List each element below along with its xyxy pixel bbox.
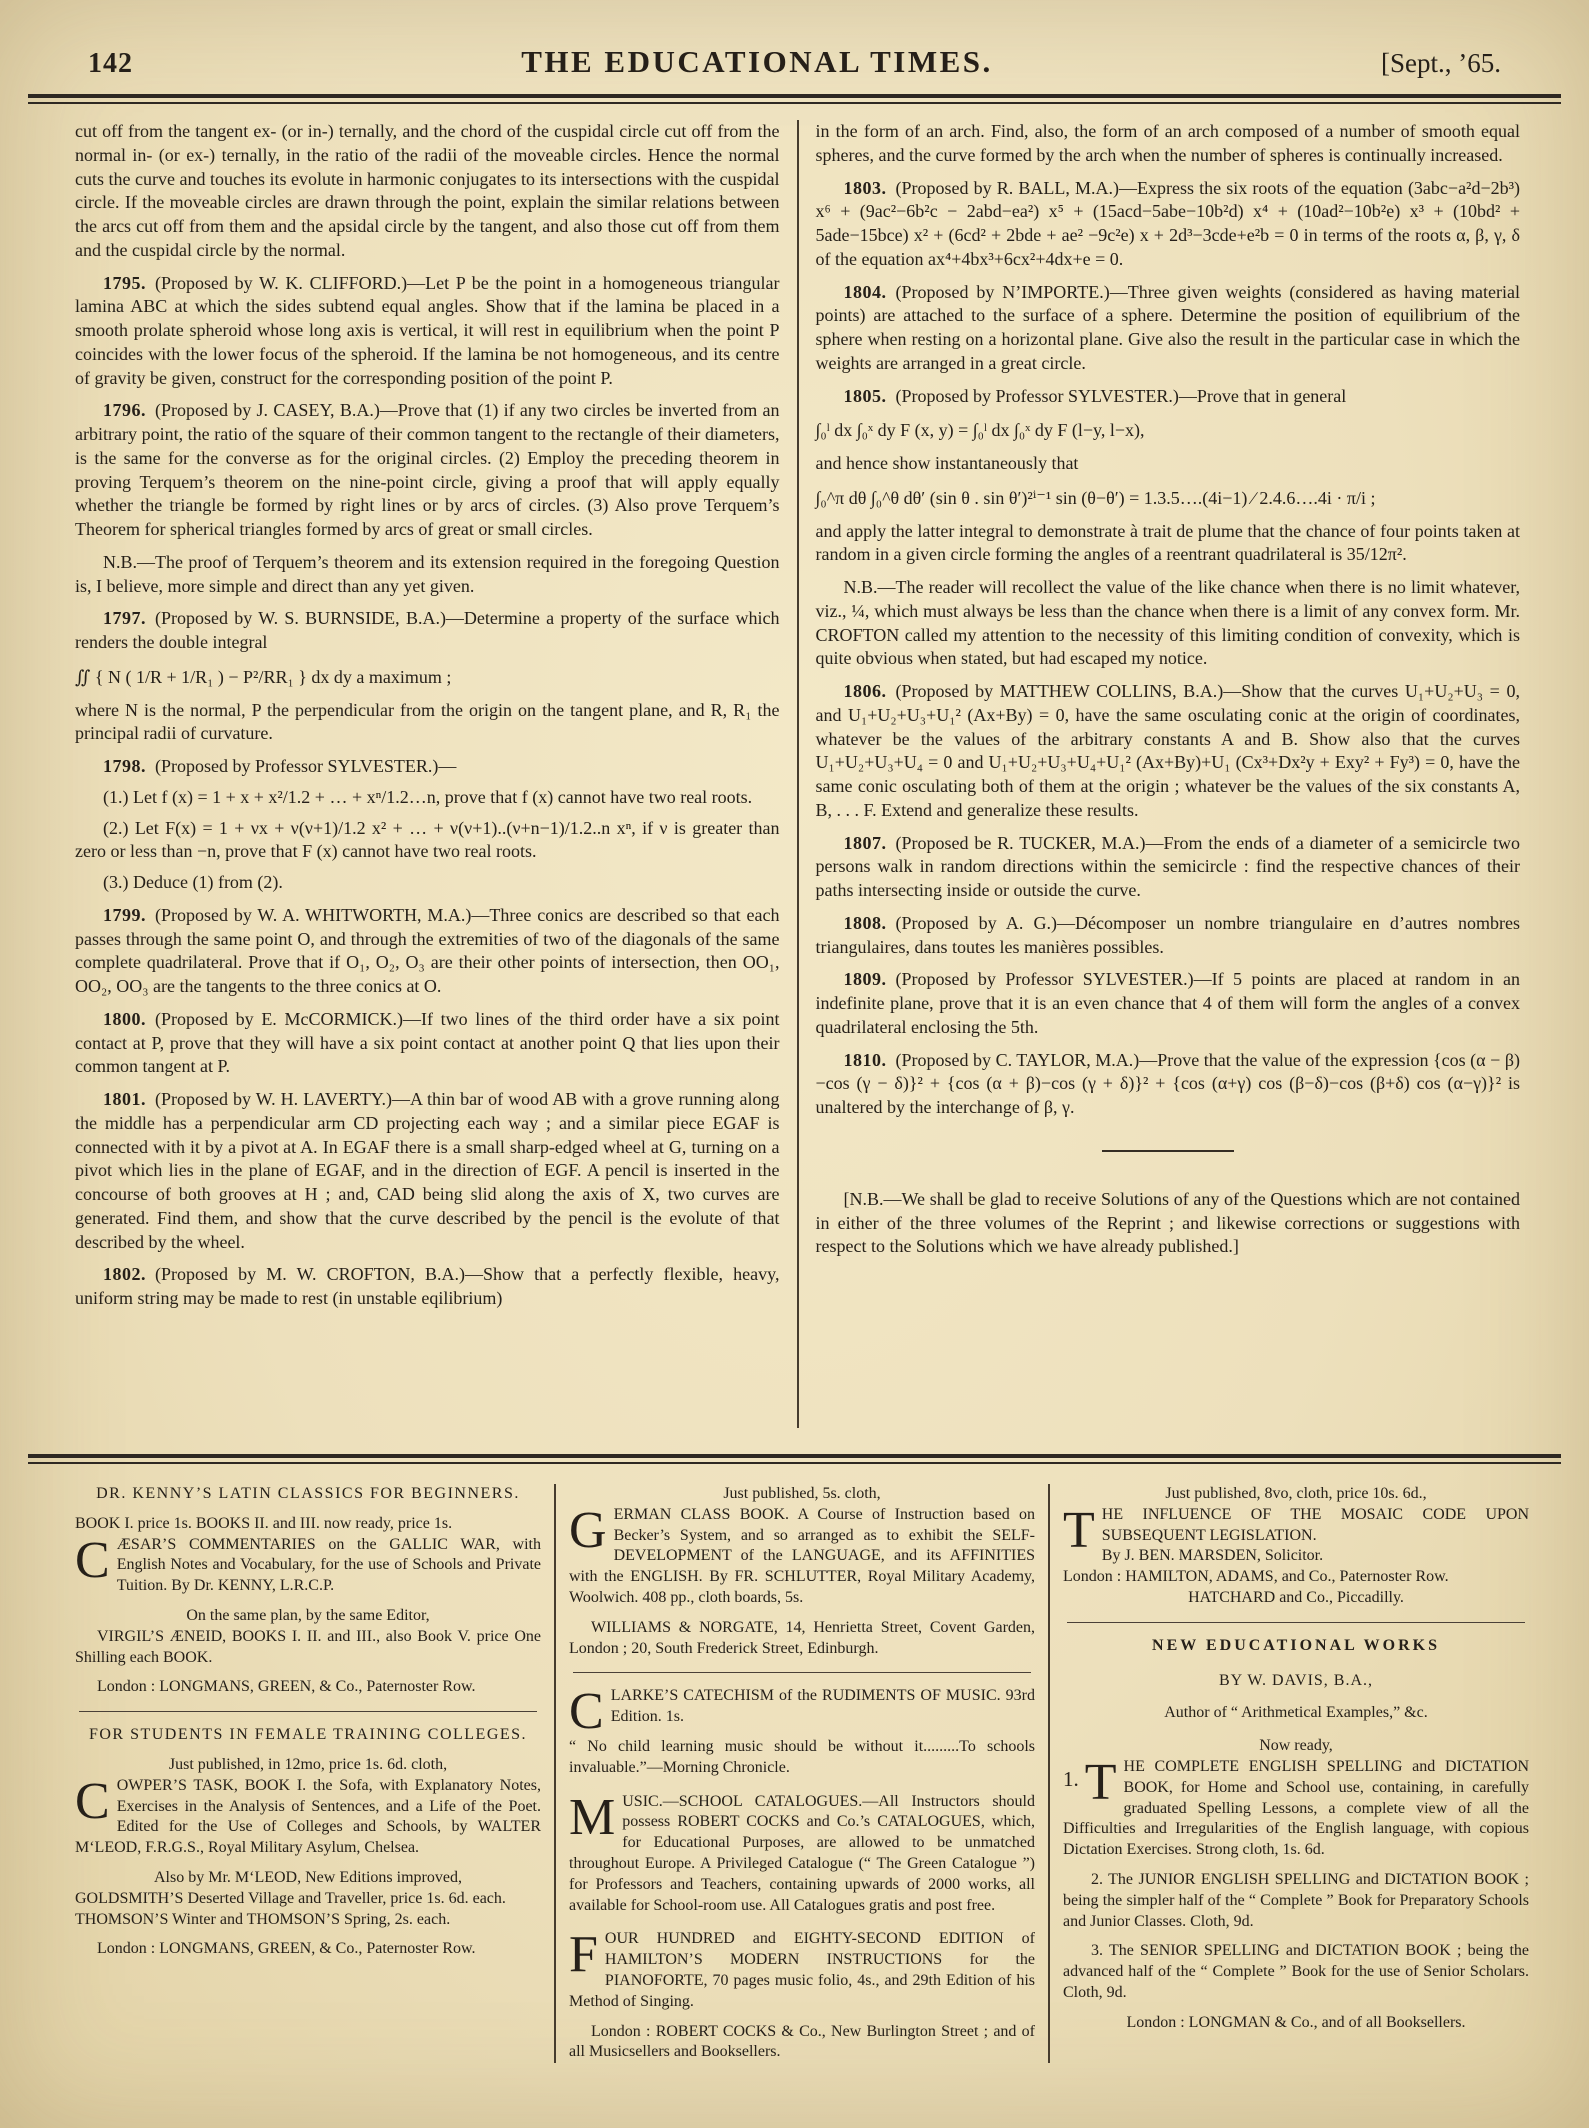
problems-section [0,104,1589,1454]
ads-column-3 [1048,1484,1529,2063]
problem-1800: 1800. (Proposed by E. McCORMICK.)—If two lines of the third order have a six point contact at P, prove that they will have a six point contact at another point Q that lies upon their common tangent at P. [75,1008,780,1077]
ad-publisher: WILLIAMS & NORGATE, 14, Henrietta Street, Covent Garden, London ; 20, South Frederick Street, Edinburgh. [569,1618,1035,1657]
problems-left-column [75,120,797,1428]
display-formula: ∬ { N ( 1/R + 1/R₁ ) − P²/RR₁ } dx dy a maximum ; [75,666,452,687]
problem-1806: 1806. (Proposed by MATTHEW COLLINS, B.A.)—Show that the curves U₁+U₂+U₃ = 0, and U₁+U₂+U₃+U₁² (Ax+By) = 0, have the same osculating conic at the origin of coordinates, whatever be the values of the arbitrary constants A and B. Show also that the curves U₁+U₂+U₃+U₄ = 0 and U₁+U₂+U₃+U₄+U₁² (Ax+By)+U₁ (Cx³+Dx²y + Exy² + Fy³) = 0, have the same conic osculating both of them at the origin ; whatever be the values of the six constants A, B, . . . F. Extend and generalize these results. [815,681,1520,820]
problem-number: 1796. [103,400,146,421]
ads-column-1 [75,1484,554,2063]
ad-virgil: VIRGIL’S ÆNEID, BOOKS I. II. and III., also Book V. price One Shilling each BOOK. [75,1627,541,1666]
problem-number: 1805. [843,385,887,406]
ad-text: Also by Mr. M‘LEOD, New Editions improved, [154,1868,462,1886]
header-rule [28,94,1561,104]
advertisements-rule [28,1454,1561,1464]
problem-1805: 1805. (Proposed by Professor SYLVESTER.)—Prove that in general [843,385,1347,406]
problem-item: (2.) Let F(x) = 1 + νx + ν(ν+1)/1.2 x² + … + ν(ν+1)..(ν+n−1)/1.2..n xⁿ, if ν is greater than zero or less than −n, prove that F (x) cannot have two real roots. [75,817,780,862]
problem-number: 1795. [103,272,146,293]
ad-text: Author of “ Arithmetical Examples,” &c. [1164,1704,1428,1722]
problem-number: 1797. [103,608,146,629]
problem-number: 1807. [843,832,887,853]
problem-1808: 1808. (Proposed by A. G.)—Décomposer un nombre triangulaire en d’autres nombres triangulaires, dans toutes les manières possibles. [815,912,1520,957]
drop-cap: T [1063,1501,1095,1559]
ad-hamilton: FOUR HUNDRED and EIGHTY-SECOND EDITION of HAMILTON’S MODERN INSTRUCTIONS for the PIANOFORTE, 70 pages music folio, 4s., and 29th Edition of his Method of Singing. [569,1926,1035,2010]
problem-1809: 1809. (Proposed by Professor SYLVESTER.)—If 5 points are placed at random in an indefinite plane, prove that it is an even chance that 4 of them will form the angles of a convex quadrilateral enclosing the 5th. [815,969,1520,1037]
ad-text: Just published, in 12mo, price 1s. 6d. cloth, [168,1755,448,1773]
drop-cap: F [569,1926,598,1984]
problem-number: 1801. [103,1089,146,1109]
ad-german-class-book: GERMAN CLASS BOOK. A Course of Instruction based on Becker’s System, and so arranged as to exhibit the SELF-DEVELOPMENT of the LANGUAGE, and its AFFINITIES with the ENGLISH. By FR. SCHLUTTER, Royal Military Academy, Woolwich. 408 pp., cloth boards, 5s. [569,1501,1035,1606]
page-header [0,0,1589,94]
problem-1801: 1801. (Proposed by W. H. LAVERTY.)—A thin bar of wood AB with a grove running along the middle has a perpendicular arm CD projecting each way ; and a similar piece EGAF is connected with it by a pivot at A. In EGAF there is a small sharp-edged wheel at G, turning on a pivot which lies in the plane of EGAF, and in the direction of EGF. A pencil is inserted in the concourse of both grooves at H ; and, CAD being slid along the axis of X, two curves are generated. Find them, and show that the curve described by the pencil is the evolute of that described by the wheel. [75,1089,780,1252]
ad-author: By J. BEN. MARSDEN, Solicitor. [1101,1547,1324,1565]
ad-publisher: London : LONGMANS, GREEN, & Co., Paternoster Row. [97,1678,476,1696]
problem-number: 1802. [103,1264,146,1285]
ad-goldsmith: GOLDSMITH’S Deserted Village and Traveller, price 1s. 6d. each. [75,1889,506,1907]
ad-publisher: London : LONGMAN & Co., and of all Booksellers. [1126,2013,1466,2031]
ad-heading: NEW EDUCATIONAL WORKS [1152,1636,1440,1654]
continuation-paragraph: and hence show instantaneously that [815,453,1079,473]
continuation-paragraph: cut off from the tangent ex- (or in-) ternally, and the chord of the cuspidal circle cut off from the normal in- (or ex-) ternally, in the ratio of the radii of the moveable circles. Hence the normal cuts the curve and touches its evolute in harmonic conjugates to its intersections with the cuspidal circle. If the moveable circles are drawn through the point, explain the similar relations between the arcs cut off from them and the apsidal circle by the tangent, and also those cut off from them and the cuspidal circle by the normal. [75,121,780,260]
ad-author: BY W. DAVIS, B.A., [1218,1671,1374,1689]
ad-caesar: CÆSAR’S COMMENTARIES on the GALLIC WAR, with English Notes and Vocabulary, for the use of Schools and Private Tuition. By Dr. KENNY, L.R.C.P. [75,1531,541,1595]
drop-cap: G [569,1501,607,1559]
problem-1795: 1795. (Proposed by W. K. CLIFFORD.)—Let P be the point in a homogeneous triangular lamina ABC at which the sides subtend equal angles. Show that if the lamina be placed in a smooth prolate spheroid whose long axis is vertical, it will rest in equilibrium when the point P coincides with the lower focus of the spheroid. If the lamina be not homogeneous, and its centre of gravity be given, construct for the corresponding position of the point P. [75,272,780,388]
drop-cap: C [75,1531,110,1589]
ad-text: BOOK I. price 1s. BOOKS II. and III. now ready, price 1s. [75,1514,453,1532]
problem-1810: 1810. (Proposed by C. TAYLOR, M.A.)—Prove that the value of the expression {cos (α − β)−cos (γ − δ)}² + {cos (α + β)−cos (γ + δ)}² + {cos (α+γ) cos (β−δ)−cos (β+δ) cos (α−γ)}² is unaltered by the interchange of β, γ. [815,1049,1520,1117]
page-title: THE EDUCATIONAL TIMES. [521,44,993,79]
advertisements-section [0,1464,1589,2103]
ad-complete-english: 1. T HE COMPLETE ENGLISH SPELLING and DICTATION BOOK, for Home and School use, containing, in carefully graduated Spelling Lessons, a complete view of all the Difficulties and Irregularities of the English language, with copious Dictation Exercises. Strong cloth, 1s. 6d. [1063,1753,1529,1859]
ad-quote: “ No child learning music should be without it.........To schools invaluable.”—Morning Chronicle. [569,1737,1035,1776]
editors-note: [N.B.—We shall be glad to receive Solutions of any of the Questions which are not contained in either of the three volumes of the Reprint ; and likewise corrections or suggestions with respect to the Solutions which we have already published.] [815,1188,1520,1257]
ad-divider [1067,1622,1525,1623]
ad-text: On the same plan, by the same Editor, [186,1606,430,1624]
page-number: 142 [88,48,133,79]
ad-publisher: HATCHARD and Co., Piccadilly. [1188,1588,1404,1606]
continuation-paragraph: where N is the normal, P the perpendicular from the origin on the tangent plane, and R, R₁ the principal radii of curvature. [75,699,780,744]
problem-1802: 1802. (Proposed by M. W. CROFTON, B.A.)—Show that a perfectly flexible, heavy, uniform string may be made to rest (in unstable eqilibrium) [75,1264,780,1308]
display-formula: ∫₀ˡ dx ∫₀ˣ dy F (x, y) = ∫₀ˡ dx ∫₀ˣ dy F (l−y, l−x), [815,420,1145,441]
display-formula: ∫₀^π dθ ∫₀^θ dθ′ (sin θ . sin θ′)²ⁱ⁻¹ sin (θ−θ′) = 1.3.5….(4i−1) ∕ 2.4.6….4i · π/i ; [815,487,1376,508]
problem-number: 1799. [103,904,146,925]
issue-date: [Sept., ’65. [1381,48,1501,78]
problem-1803: 1803. (Proposed by R. BALL, M.A.)—Express the six roots of the equation (3abc−a²d−2b³) x⁶ + (9ac²−6b²c − 2abd−ea²) x⁵ + (15acd−5abe−10b²d) x⁴ + (10ad²−10b²e) x³ + (10bd² + 5ade−15bce) x² + (6cd² + 2bde + ae² −9c²e) x + 2d³−3cde+e²b = 0 in terms of the roots α, β, γ, δ of the equation ax⁴+4bx³+6cx²+4dx+e = 0. [815,177,1520,269]
problem-number: 1808. [843,912,887,933]
ad-publisher: London : HAMILTON, ADAMS, and Co., Paternoster Row. [1063,1568,1449,1586]
problem-number: 1803. [843,177,887,198]
item-number: 1. [1063,1766,1079,1791]
problems-right-column [797,120,1521,1428]
ad-publisher: London : LONGMANS, GREEN, & Co., Paternoster Row. [97,1940,476,1958]
drop-cap: M [569,1788,616,1846]
ad-text: Just published, 8vo, cloth, price 10s. 6d., [1165,1485,1427,1502]
problem-1804: 1804. (Proposed by N’IMPORTE.)—Three given weights (considered as having material points) are attached to the surface of a sphere. Determine the position of equilibrium of the sphere when resting on a horizontal plane. Give also the result in the particular case in which the weights are arranged in a great circle. [815,281,1520,373]
nota-bene: N.B.—The proof of Terquem’s theorem and its extension required in the foregoing Question is, I believe, more simple and direct than any yet given. [75,551,780,596]
problem-number: 1800. [103,1008,146,1029]
problem-1807: 1807. (Proposed be R. TUCKER, M.A.)—From the ends of a diameter of a semicircle two persons walk in random directions within the semicircle : find the respective chances of their paths intersecting inside or outside the curve. [815,832,1520,900]
problem-number: 1809. [843,969,887,990]
ad-thomson: THOMSON’S Winter and THOMSON’S Spring, 2s. each. [75,1910,451,1928]
ad-junior-spelling: 2. The JUNIOR ENGLISH SPELLING and DICTATION BOOK ; being the simpler half of the “ Complete ” Book for Preparatory Schools and Junior Classes. Cloth, 9d. [1063,1870,1529,1930]
ad-divider [573,1672,1031,1673]
ad-senior-spelling: 3. The SENIOR SPELLING and DICTATION BOOK ; being the advanced half of the “ Complete ” Book for the use of Senior Scholars. Cloth, 9d. [1063,1942,1529,2001]
problem-1799: 1799. (Proposed by W. A. WHITWORTH, M.A.)—Three conics are described so that each passes through the same point O, and through the extremities of two of the diagonals of the same complete quadrilateral. Prove that if O₁, O₂, O₃ are their other points of intersection, then OO₁, OO₂, OO₃ are the tangents to the three conics at O. [75,904,780,996]
short-rule [1102,1150,1234,1152]
ad-mosaic-code: THE INFLUENCE OF THE MOSAIC CODE UPON SUBSEQUENT LEGISLATION. [1063,1501,1529,1559]
ad-music-catalogues: MUSIC.—SCHOOL CATALOGUES.—All Instructors should possess ROBERT COCKS and Co.’s CATALOGUES, which, for Educational Purposes, are allowed to be unmatched throughout Europe. A Privileged Catalogue (“ The Green Catalogue ”) for Professors and Teachers, containing upwards of 2000 works, all available for School-room use. All Catalogues gratis and post free. [569,1788,1035,1914]
problem-item: (3.) Deduce (1) from (2). [103,872,283,892]
drop-cap: C [75,1772,110,1830]
ad-heading: FOR STUDENTS IN FEMALE TRAINING COLLEGES. [88,1726,528,1744]
problem-1796: 1796. (Proposed by J. CASEY, B.A.)—Prove that (1) if any two circles be inverted from an arbitrary point, the ratio of the square of their common tangent to the rectangle of their diameters, is the same for the converse as for the original circles. (2) Employ the preceding theorem in proving Terquem’s theorem on the nine-point circle, giving a proof that will apply equally whether the triangle be formed by right lines or by arcs of circles. (3) Also prove Terquem’s Theorem for spherical triangles formed by arcs of great or small circles. [75,400,780,539]
ad-clarkes-catechism: CLARKE’S CATECHISM of the RUDIMENTS OF MUSIC. 93rd Edition. 1s. [569,1683,1035,1741]
problem-number: 1798. [103,756,146,776]
ads-column-2 [554,1484,1048,2063]
continuation-paragraph: in the form of an arch. Find, also, the form of an arch composed of a number of smooth equal spheres, and the curve formed by the arch when the number of spheres is continually increased. [815,121,1520,165]
problem-number: 1810. [843,1049,887,1070]
ad-cowper: COWPER’S TASK, BOOK I. the Sofa, with Explanatory Notes, Exercises in the Analysis of Sentences, and a Life of the Poet. Edited for the Use of Colleges and Schools, by WALTER M‘LEOD, F.R.G.S., Royal Military Asylum, Chelsea. [75,1772,541,1857]
ad-heading: DR. KENNY’S LATIN CLASSICS FOR BEGINNERS. [96,1485,520,1502]
problem-number: 1806. [843,681,887,701]
drop-cap: T [1084,1753,1117,1811]
ad-text: Just published, 5s. cloth, [723,1485,881,1502]
problem-1797: 1797. (Proposed by W. S. BURNSIDE, B.A.)—Determine a property of the surface which renders the double integral [75,608,780,652]
drop-cap: C [569,1683,604,1741]
continuation-paragraph: and apply the latter integral to demonstrate à trait de plume that the chance of four points taken at random in a given circle forming the angles of a reentrant quadrilateral is 35/12π². [815,520,1520,565]
problem-1798: 1798. (Proposed by Professor SYLVESTER.)— [103,756,457,776]
ad-text: Now ready, [1259,1737,1333,1755]
problem-item: (1.) Let f (x) = 1 + x + x²/1.2 + … + xⁿ/1.2…n, prove that f (x) cannot have two real roots. [103,786,753,807]
nota-bene: N.B.—The reader will recollect the value of the like chance when there is no limit whatever, viz., ¼, which must always be less than the chance when there is a limit of any convex form. Mr. CROFTON called my attention to the necessity of this limiting condition of convexity, which is quite obvious when stated, but had escaped my notice. [815,577,1520,669]
problem-number: 1804. [843,281,887,302]
ad-divider [79,1711,537,1712]
ad-publisher: London : ROBERT COCKS & Co., New Burlington Street ; and of all Musicsellers and Booksellers. [569,2022,1035,2061]
